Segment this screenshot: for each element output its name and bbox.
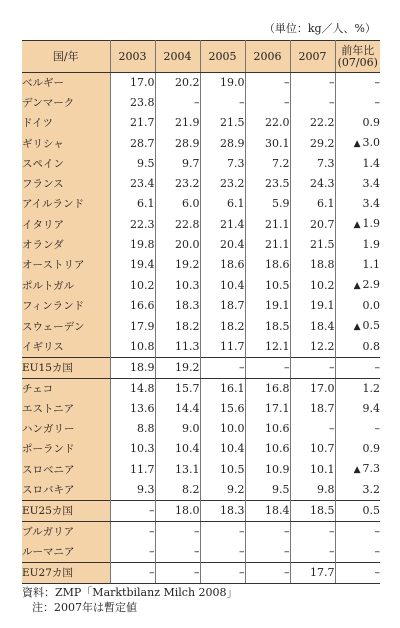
table-row	[22, 459, 380, 480]
table-row	[22, 133, 380, 154]
value-cell: 9.8	[290, 480, 335, 501]
value-cell: 20.0	[155, 235, 200, 255]
country-name-cell: アイルランド	[22, 194, 110, 214]
value-cell: 13.6	[110, 399, 155, 419]
country-name-cell: ハンガリー	[22, 419, 110, 439]
value-cell: 30.1	[245, 133, 290, 154]
change-value: 7.3	[362, 462, 380, 475]
change-cell	[335, 235, 380, 255]
change-value: 0.0	[362, 299, 380, 312]
header-country: 国/年	[22, 41, 110, 73]
header-row	[22, 41, 380, 73]
value-cell: 19.2	[155, 358, 200, 379]
change-cell	[335, 93, 380, 113]
value-cell: 9.5	[110, 154, 155, 174]
change-value: –	[374, 422, 380, 435]
value-cell: 21.9	[155, 113, 200, 133]
header-year: 2007	[290, 41, 335, 73]
value-cell: 9.5	[245, 480, 290, 501]
value-cell: 17.0	[110, 73, 155, 94]
value-cell: –	[290, 358, 335, 379]
value-cell: –	[200, 93, 245, 113]
country-name-cell: EU15カ国	[22, 358, 110, 379]
value-cell: 6.1	[200, 194, 245, 214]
value-cell: 19.2	[155, 255, 200, 275]
value-cell: –	[200, 522, 245, 543]
value-cell: 6.0	[155, 194, 200, 214]
country-name-cell: エストニア	[22, 399, 110, 419]
change-cell	[335, 399, 380, 419]
value-cell: 10.3	[110, 439, 155, 459]
value-cell: 10.9	[245, 459, 290, 480]
value-cell: 9.3	[110, 480, 155, 501]
value-cell: 7.3	[290, 154, 335, 174]
value-cell: 18.4	[245, 501, 290, 522]
value-cell: 10.6	[245, 419, 290, 439]
change-cell	[335, 379, 380, 400]
value-cell: 28.7	[110, 133, 155, 154]
value-cell: –	[155, 563, 200, 584]
country-name-cell: ポーランド	[22, 439, 110, 459]
value-cell: –	[110, 542, 155, 563]
change-value: 1.9	[362, 238, 380, 251]
change-value: 9.4	[362, 402, 380, 415]
note-text: 注：2007年は暫定値	[32, 601, 137, 614]
value-cell: 19.1	[290, 296, 335, 316]
value-cell: 18.2	[200, 316, 245, 337]
value-cell: 20.4	[200, 235, 245, 255]
decrease-triangle-icon: ▲	[353, 281, 361, 291]
value-cell: 17.0	[290, 379, 335, 400]
value-cell: 21.1	[245, 235, 290, 255]
value-cell: –	[290, 522, 335, 543]
country-name-cell: ギリシャ	[22, 133, 110, 154]
group-total-row	[22, 358, 380, 379]
country-name-cell: ルーマニア	[22, 542, 110, 563]
change-cell	[335, 275, 380, 296]
value-cell: 24.3	[290, 174, 335, 194]
country-name-cell: オーストリア	[22, 255, 110, 275]
value-cell: 6.1	[290, 194, 335, 214]
header-year: 2005	[200, 41, 245, 73]
value-cell: –	[290, 73, 335, 94]
value-cell: 18.7	[200, 296, 245, 316]
value-cell: 10.7	[290, 439, 335, 459]
change-cell	[335, 459, 380, 480]
value-cell: 22.2	[290, 113, 335, 133]
change-cell	[335, 174, 380, 194]
value-cell: 18.3	[155, 296, 200, 316]
change-value: 0.5	[362, 319, 380, 332]
table-row	[22, 399, 380, 419]
table-row	[22, 275, 380, 296]
header-year: 2003	[110, 41, 155, 73]
decrease-triangle-icon: ▲	[353, 465, 361, 475]
change-cell	[335, 194, 380, 214]
value-cell: 10.0	[200, 419, 245, 439]
value-cell: 16.6	[110, 296, 155, 316]
value-cell: –	[290, 93, 335, 113]
country-name-cell: EU27カ国	[22, 563, 110, 584]
value-cell: 11.7	[110, 459, 155, 480]
decrease-triangle-icon: ▲	[353, 139, 361, 149]
header-change-line1: 前年比	[341, 43, 375, 57]
country-name-cell: ドイツ	[22, 113, 110, 133]
value-cell: 14.4	[155, 399, 200, 419]
value-cell: 10.2	[110, 275, 155, 296]
table-row	[22, 113, 380, 133]
change-value: 0.9	[362, 116, 380, 129]
country-name-cell: スロベニア	[22, 459, 110, 480]
value-cell: 18.4	[290, 316, 335, 337]
change-cell	[335, 439, 380, 459]
change-value: –	[374, 525, 380, 538]
change-cell	[335, 73, 380, 94]
table-row	[22, 255, 380, 275]
group-total-row	[22, 501, 380, 522]
change-cell	[335, 296, 380, 316]
table-row	[22, 214, 380, 235]
value-cell: 20.7	[290, 214, 335, 235]
change-value: 1.2	[362, 382, 380, 395]
value-cell: 10.6	[245, 439, 290, 459]
header-year: 2004	[155, 41, 200, 73]
value-cell: 20.2	[155, 73, 200, 94]
value-cell: 10.8	[110, 337, 155, 358]
value-cell: –	[155, 93, 200, 113]
value-cell: 23.4	[110, 174, 155, 194]
change-value: 1.9	[362, 217, 380, 230]
value-cell: 10.4	[155, 439, 200, 459]
value-cell: 22.3	[110, 214, 155, 235]
value-cell: 6.1	[110, 194, 155, 214]
value-cell: 21.1	[245, 214, 290, 235]
change-value: 3.2	[362, 483, 380, 496]
table-row	[22, 235, 380, 255]
change-cell	[335, 358, 380, 379]
value-cell: 10.4	[200, 275, 245, 296]
value-cell: –	[155, 522, 200, 543]
country-name-cell: イタリア	[22, 214, 110, 235]
country-name-cell: ブルガリア	[22, 522, 110, 543]
value-cell: 18.3	[200, 501, 245, 522]
value-cell: 8.2	[155, 480, 200, 501]
value-cell: 9.7	[155, 154, 200, 174]
value-cell: 12.1	[245, 337, 290, 358]
table-row	[22, 439, 380, 459]
table-row	[22, 522, 380, 543]
value-cell: 5.9	[245, 194, 290, 214]
change-cell	[335, 154, 380, 174]
value-cell: 15.6	[200, 399, 245, 419]
decrease-triangle-icon: ▲	[353, 220, 361, 230]
change-value: –	[374, 361, 380, 374]
value-cell: 14.8	[110, 379, 155, 400]
value-cell: 16.1	[200, 379, 245, 400]
value-cell: 7.2	[245, 154, 290, 174]
country-name-cell: フィンランド	[22, 296, 110, 316]
value-cell: –	[110, 501, 155, 522]
change-cell	[335, 501, 380, 522]
value-cell: 19.0	[200, 73, 245, 94]
change-cell	[335, 419, 380, 439]
value-cell: 11.7	[200, 337, 245, 358]
value-cell: 18.8	[290, 255, 335, 275]
change-cell	[335, 337, 380, 358]
change-value: 3.4	[362, 177, 380, 190]
change-cell	[335, 316, 380, 337]
change-value: 3.0	[362, 136, 380, 149]
value-cell: 19.1	[245, 296, 290, 316]
value-cell: 10.2	[290, 275, 335, 296]
value-cell: –	[245, 563, 290, 584]
value-cell: 10.3	[155, 275, 200, 296]
value-cell: 10.5	[245, 275, 290, 296]
country-name-cell: ベルギー	[22, 73, 110, 94]
table-row	[22, 93, 380, 113]
table-row	[22, 480, 380, 501]
table-row	[22, 73, 380, 94]
value-cell: 11.3	[155, 337, 200, 358]
value-cell: 18.6	[245, 255, 290, 275]
change-value: 1.1	[362, 258, 380, 271]
table-row	[22, 194, 380, 214]
table-row	[22, 316, 380, 337]
change-cell	[335, 542, 380, 563]
value-cell: 23.2	[200, 174, 245, 194]
value-cell: 7.3	[200, 154, 245, 174]
value-cell: 21.4	[200, 214, 245, 235]
value-cell: –	[155, 542, 200, 563]
country-name-cell: チェコ	[22, 379, 110, 400]
change-value: –	[374, 566, 380, 579]
value-cell: 17.1	[245, 399, 290, 419]
change-cell	[335, 480, 380, 501]
table-row	[22, 337, 380, 358]
country-name-cell: スペイン	[22, 154, 110, 174]
value-cell: –	[245, 73, 290, 94]
value-cell: 10.4	[200, 439, 245, 459]
change-cell	[335, 522, 380, 543]
value-cell: –	[245, 358, 290, 379]
value-cell: 12.2	[290, 337, 335, 358]
value-cell: 13.1	[155, 459, 200, 480]
change-value: 2.9	[362, 278, 380, 291]
change-cell	[335, 563, 380, 584]
value-cell: 22.0	[245, 113, 290, 133]
country-name-cell: ポルトガル	[22, 275, 110, 296]
value-cell: 23.2	[155, 174, 200, 194]
value-cell: 10.1	[290, 459, 335, 480]
change-cell	[335, 113, 380, 133]
header-year: 2006	[245, 41, 290, 73]
unit-label: （単位：kg／人、%）	[263, 22, 376, 35]
value-cell: –	[245, 542, 290, 563]
country-name-cell: スロバキア	[22, 480, 110, 501]
country-name-cell: フランス	[22, 174, 110, 194]
table-row	[22, 174, 380, 194]
value-cell: –	[110, 522, 155, 543]
table-row	[22, 419, 380, 439]
header-change-line2: (07/06)	[337, 55, 378, 69]
value-cell: 18.5	[290, 501, 335, 522]
change-value: 1.4	[362, 157, 380, 170]
value-cell: 23.5	[245, 174, 290, 194]
value-cell: 10.5	[200, 459, 245, 480]
table-row	[22, 379, 380, 400]
value-cell: 19.8	[110, 235, 155, 255]
value-cell: 17.7	[290, 563, 335, 584]
change-cell	[335, 255, 380, 275]
value-cell: –	[200, 542, 245, 563]
table-body	[22, 73, 380, 584]
change-cell	[335, 214, 380, 235]
value-cell: 21.5	[200, 113, 245, 133]
value-cell: 9.0	[155, 419, 200, 439]
value-cell: –	[200, 563, 245, 584]
value-cell: 18.5	[245, 316, 290, 337]
country-name-cell: オランダ	[22, 235, 110, 255]
value-cell: –	[245, 522, 290, 543]
value-cell: 18.6	[200, 255, 245, 275]
data-table	[22, 40, 380, 584]
value-cell: 22.8	[155, 214, 200, 235]
value-cell: 18.9	[110, 358, 155, 379]
table-row	[22, 154, 380, 174]
value-cell: 16.8	[245, 379, 290, 400]
header-change	[335, 41, 380, 73]
source-text: 資料：ZMP「Marktbilanz Milch 2008」	[22, 586, 238, 599]
value-cell: –	[110, 563, 155, 584]
value-cell: 21.7	[110, 113, 155, 133]
value-cell: 18.0	[155, 501, 200, 522]
change-value: –	[374, 76, 380, 89]
country-name-cell: EU25カ国	[22, 501, 110, 522]
value-cell: 9.2	[200, 480, 245, 501]
value-cell: –	[290, 542, 335, 563]
value-cell: 17.9	[110, 316, 155, 337]
change-value: 3.4	[362, 197, 380, 210]
value-cell: 15.7	[155, 379, 200, 400]
value-cell: –	[200, 358, 245, 379]
value-cell: 23.8	[110, 93, 155, 113]
value-cell: 28.9	[200, 133, 245, 154]
change-cell	[335, 133, 380, 154]
table-row	[22, 542, 380, 563]
table-row	[22, 296, 380, 316]
change-value: –	[374, 96, 380, 109]
change-value: 0.5	[362, 504, 380, 517]
group-total-row	[22, 563, 380, 584]
value-cell: –	[290, 419, 335, 439]
country-name-cell: スウェーデン	[22, 316, 110, 337]
change-value: 0.8	[362, 340, 380, 353]
value-cell: 18.7	[290, 399, 335, 419]
value-cell: 18.2	[155, 316, 200, 337]
decrease-triangle-icon: ▲	[353, 322, 361, 332]
value-cell: 29.2	[290, 133, 335, 154]
value-cell: 19.4	[110, 255, 155, 275]
value-cell: 8.8	[110, 419, 155, 439]
value-cell: –	[245, 93, 290, 113]
value-cell: 21.5	[290, 235, 335, 255]
value-cell: 28.9	[155, 133, 200, 154]
country-name-cell: デンマーク	[22, 93, 110, 113]
change-value: 0.9	[362, 442, 380, 455]
change-value: –	[374, 545, 380, 558]
country-name-cell: イギリス	[22, 337, 110, 358]
